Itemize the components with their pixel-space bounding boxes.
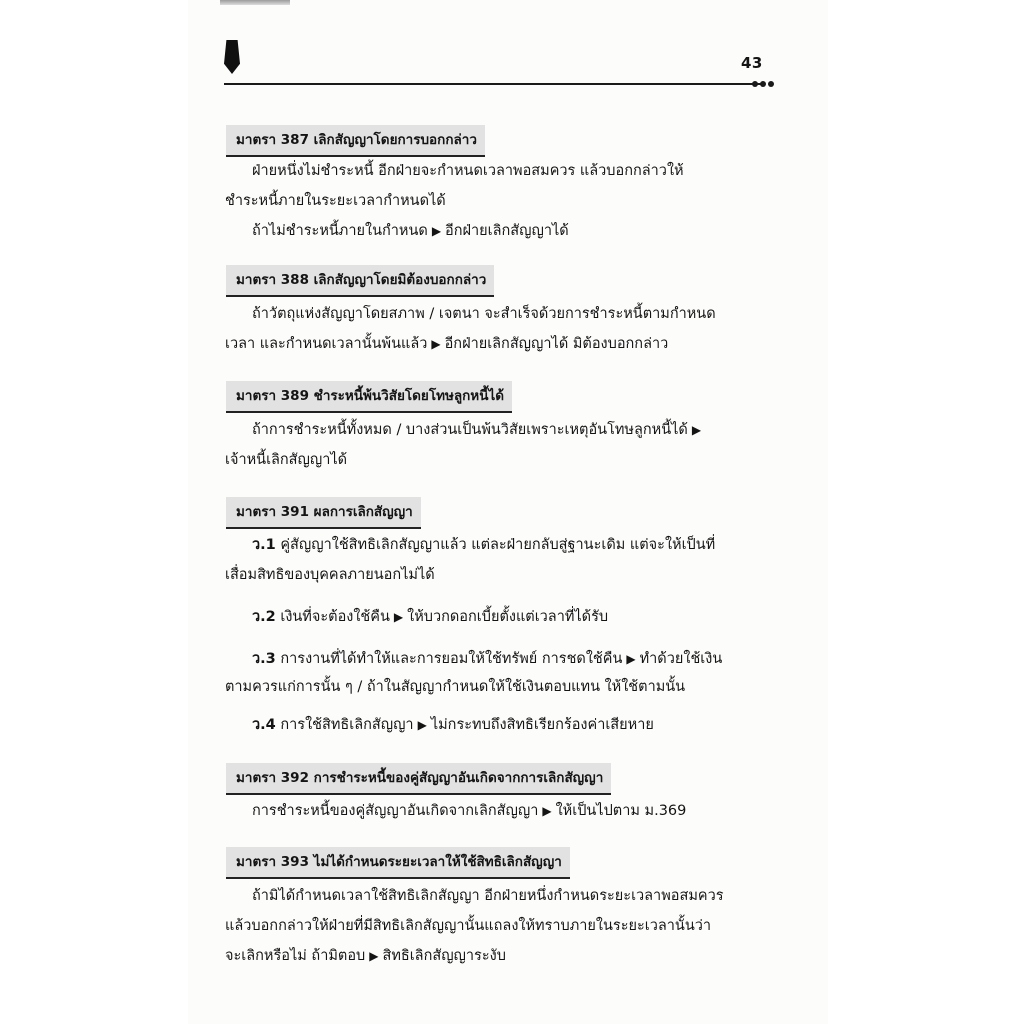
line-text: การงานที่ได้ทำให้และการยอมให้ใช้ทรัพย์ การชดใช้คืน [280, 651, 623, 667]
paragraph-line [252, 649, 722, 669]
paragraph-line: ถ้าวัตถุแห่งสัญญาโดยสภาพ / เจตนา จะสำเร็จด้วยการชำระหนี้ตามกำหนด [252, 306, 716, 322]
line-text: เวลา และกำหนดเวลานั้นพ้นแล้ว [225, 336, 428, 352]
paragraph-line [225, 334, 668, 354]
paragraph-line: ตามควรแก่การนั้น ๆ / ถ้าในสัญญากำหนดให้ใช้เงินตอบแทน ให้ใช้ตามนั้น [225, 679, 686, 695]
paragraph-line [252, 607, 608, 627]
arrow-right-icon: ▶ [626, 652, 636, 666]
line-text: ให้เป็นไปตาม ม.369 [555, 803, 687, 819]
item-label: ว.4 [252, 717, 276, 733]
paragraph-line [252, 221, 569, 241]
header-rule [224, 83, 764, 85]
line-text: เงินที่จะต้องใช้คืน [280, 609, 390, 625]
section-heading: มาตรา 387 เลิกสัญญาโดยการบอกกล่าว [226, 125, 485, 157]
line-text: สิทธิเลิกสัญญาระงับ [382, 948, 506, 964]
page-top-edge [220, 0, 290, 5]
page-number: 43 [741, 54, 763, 72]
section-heading: มาตรา 388 เลิกสัญญาโดยมิต้องบอกกล่าว [226, 265, 494, 297]
line-text: อีกฝ่ายเลิกสัญญาได้ มิต้องบอกกล่าว [444, 336, 669, 352]
section-heading: มาตรา 391 ผลการเลิกสัญญา [226, 497, 421, 529]
line-text: ไม่กระทบถึงสิทธิเรียกร้องค่าเสียหาย [430, 717, 654, 733]
item-label: ว.1 [252, 537, 276, 553]
section-heading: มาตรา 393 ไม่ได้กำหนดระยะเวลาให้ใช้สิทธิเลิกสัญญา [226, 847, 570, 879]
item-label: ว.3 [252, 651, 276, 667]
paragraph-line: แล้วบอกกล่าวให้ฝ่ายที่มีสิทธิเลิกสัญญานั้นแถลงให้ทราบภายในระยะเวลานั้นว่า [225, 918, 712, 934]
rule-ornament [752, 81, 774, 87]
line-text: ถ้าไม่ชำระหนี้ภายในกำหนด [252, 223, 428, 239]
line-text: อีกฝ่ายเลิกสัญญาได้ [445, 223, 569, 239]
section-heading: มาตรา 389 ชำระหนี้พ้นวิสัยโดยโทษลูกหนี้ได้ [226, 381, 512, 413]
arrow-right-icon: ▶ [417, 718, 427, 732]
item-label: ว.2 [252, 609, 276, 625]
section-heading: มาตรา 392 การชำระหนี้ของคู่สัญญาอันเกิดจากการเลิกสัญญา [226, 763, 611, 795]
arrow-right-icon: ▶ [431, 337, 441, 351]
line-text: การใช้สิทธิเลิกสัญญา [280, 717, 414, 733]
line-text: จะเลิกหรือไม่ ถ้ามิตอบ [225, 948, 366, 964]
paragraph-line [252, 420, 705, 440]
paragraph-line: ฝ่ายหนึ่งไม่ชำระหนี้ อีกฝ่ายจะกำหนดเวลาพอสมควร แล้วบอกกล่าวให้ [252, 163, 684, 179]
line-text: ทำด้วยใช้เงิน [639, 651, 723, 667]
arrow-right-icon: ▶ [542, 804, 552, 818]
arrow-right-icon: ▶ [691, 423, 702, 437]
line-text: ถ้าการชำระหนี้ทั้งหมด / บางส่วนเป็นพ้นวิสัยเพราะเหตุอันโทษลูกหนี้ได้ [252, 422, 688, 438]
paragraph-line: เสื่อมสิทธิของบุคคลภายนอกไม่ได้ [225, 567, 435, 583]
paragraph-line [225, 946, 506, 966]
paragraph-line: ชำระหนี้ภายในระยะเวลากำหนดได้ [225, 193, 446, 209]
paragraph-line [252, 715, 654, 735]
arrow-right-icon: ▶ [393, 610, 404, 624]
line-text: คู่สัญญาใช้สิทธิเลิกสัญญาแล้ว แต่ละฝ่ายกลับสู่ฐานะเดิม แต่จะให้เป็นที่ [280, 537, 716, 553]
arrow-right-icon: ▶ [431, 224, 442, 238]
line-text: ให้บวกดอกเบี้ยตั้งแต่เวลาที่ได้รับ [407, 609, 609, 625]
arrow-right-icon: ▶ [369, 949, 379, 963]
paragraph-line: เจ้าหนี้เลิกสัญญาได้ [225, 452, 348, 468]
line-text: การชำระหนี้ของคู่สัญญาอันเกิดจากเลิกสัญญา [252, 803, 539, 819]
paragraph-line [252, 535, 715, 555]
paragraph-line: ถ้ามิได้กำหนดเวลาใช้สิทธิเลิกสัญญา อีกฝ่ายหนึ่งกำหนดระยะเวลาพอสมควร [252, 888, 724, 904]
paragraph-line [252, 801, 686, 821]
